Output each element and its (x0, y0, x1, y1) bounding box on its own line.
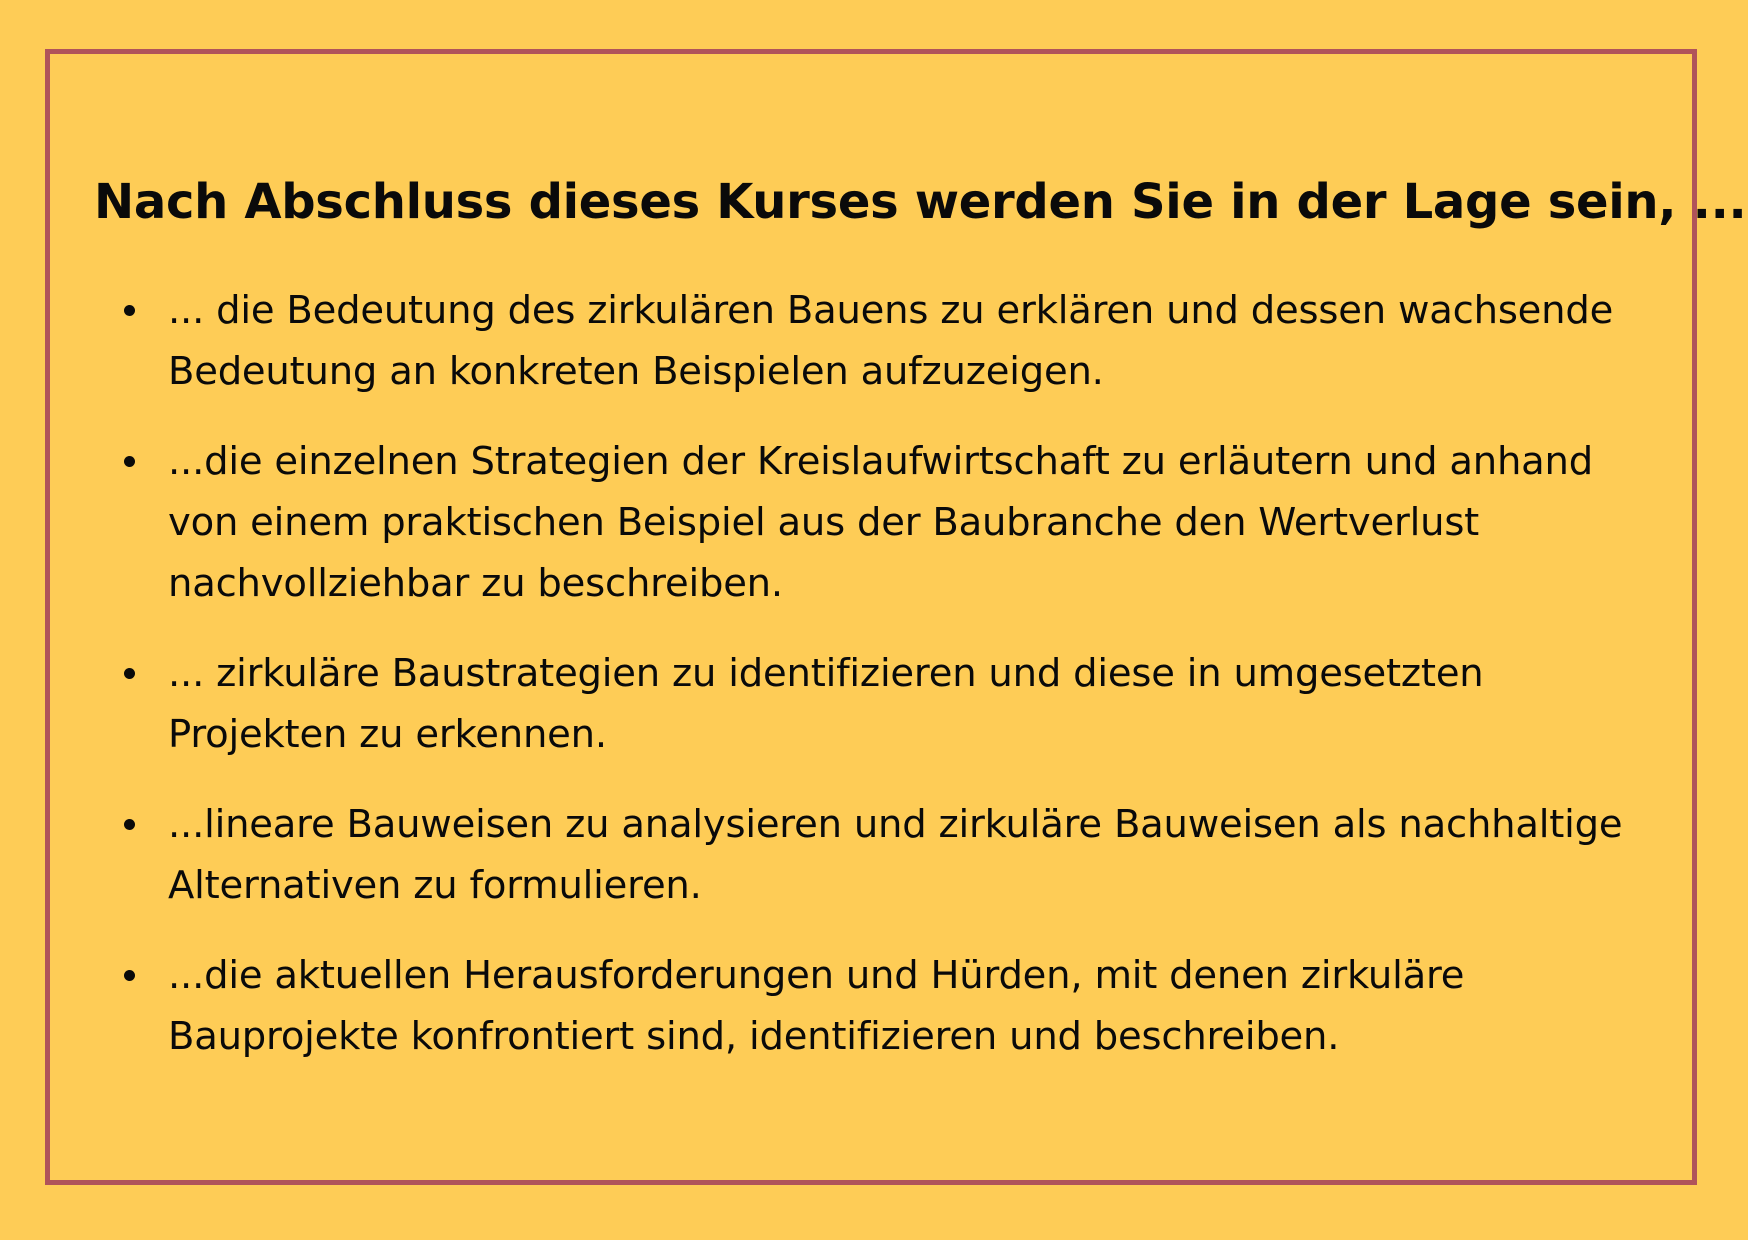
page-title: Nach Abschluss dieses Kurses werden Sie in der Lage sein, ... (94, 174, 1747, 230)
goal-text: ... zirkuläre Baustrategien zu identifizieren und diese in umgesetzten Projekten zu erkennen. (168, 651, 1484, 757)
list-item (168, 280, 1638, 402)
list-item (168, 794, 1638, 916)
list-item (168, 643, 1638, 765)
goal-text: ...lineare Bauweisen zu analysieren und zirkuläre Bauweisen als nachhaltige Alternativen zu formulieren. (168, 802, 1623, 908)
goal-text: ... die Bedeutung des zirkulären Bauens zu erklären und dessen wachsende Bedeutung an konkreten Beispielen aufzuzeigen. (168, 288, 1614, 394)
bullet-icon (124, 456, 135, 467)
bullet-icon (124, 668, 135, 679)
bullet-icon (124, 305, 135, 316)
list-item (168, 431, 1638, 614)
bullet-icon (124, 819, 135, 830)
goal-text: ...die einzelnen Strategien der Kreislaufwirtschaft zu erläutern und anhand von einem praktischen Beispiel aus der Baubranche den Wertverlust nachvollziehbar zu beschreiben. (168, 439, 1593, 606)
bullet-icon (124, 970, 135, 981)
learning-goals-list (168, 280, 1638, 1096)
list-item (168, 945, 1638, 1067)
goal-text: ...die aktuellen Herausforderungen und Hürden, mit denen zirkuläre Bauprojekte konfrontiert sind, identifizieren und beschreiben. (168, 953, 1465, 1059)
